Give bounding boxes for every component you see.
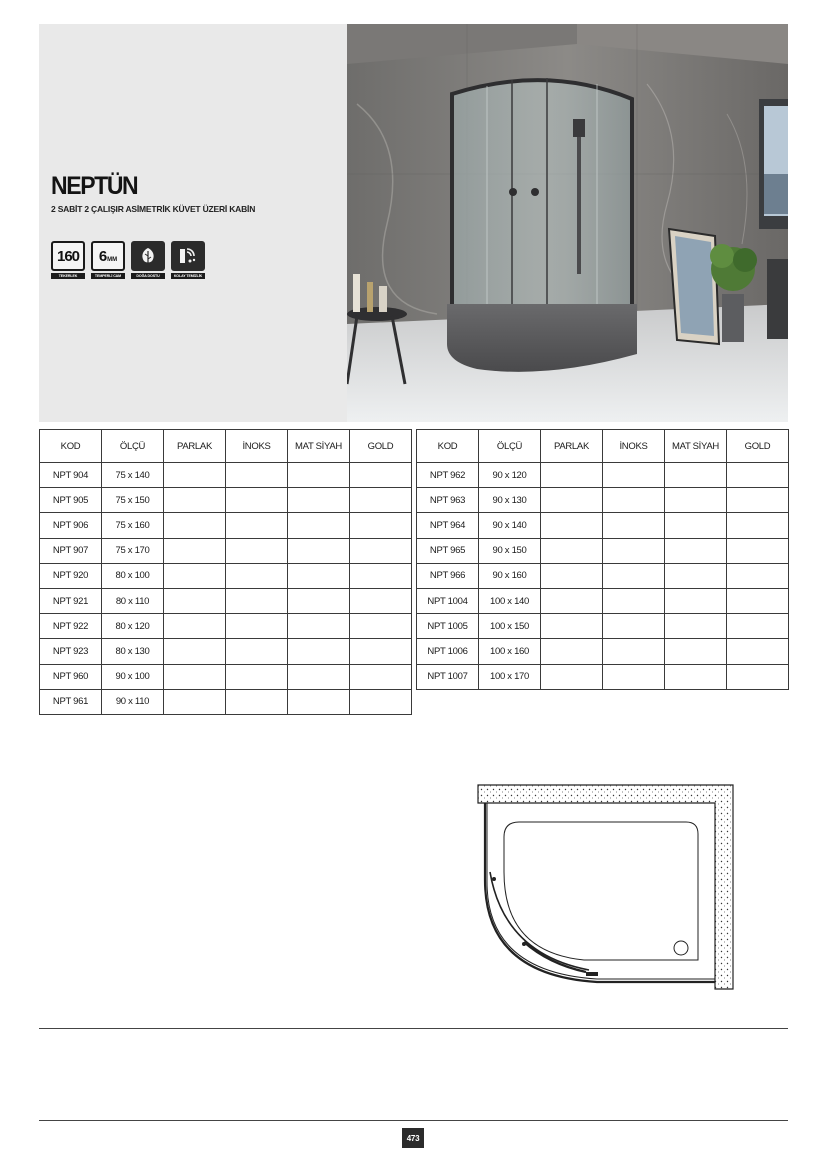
header-mat-siyah: MAT SİYAH <box>288 430 350 463</box>
cell-parlak <box>541 488 603 513</box>
cell-gold <box>727 463 789 488</box>
cell-olcu: 80 x 130 <box>102 639 164 664</box>
table-row <box>417 639 789 664</box>
table-row <box>40 639 412 664</box>
table-row <box>417 488 789 513</box>
header-olcu: ÖLÇÜ <box>479 430 541 463</box>
cell-inoks <box>603 463 665 488</box>
cell-parlak <box>164 538 226 563</box>
cell-parlak <box>164 463 226 488</box>
cell-gold <box>727 563 789 588</box>
header-olcu: ÖLÇÜ <box>102 430 164 463</box>
page-number: 473 <box>402 1128 424 1148</box>
badge-glass-label: TEMPERLİ CAM <box>91 273 125 279</box>
cell-gold <box>350 639 412 664</box>
cell-mat-siyah <box>665 614 727 639</box>
cell-mat-siyah <box>288 488 350 513</box>
cell-mat-siyah <box>288 538 350 563</box>
table-row <box>417 614 789 639</box>
header-gold: GOLD <box>727 430 789 463</box>
cell-inoks <box>226 463 288 488</box>
cell-inoks <box>603 538 665 563</box>
cell-inoks <box>226 538 288 563</box>
cell-kod: NPT 960 <box>40 664 102 689</box>
cell-gold <box>350 563 412 588</box>
header-inoks: İNOKS <box>603 430 665 463</box>
cell-kod: NPT 907 <box>40 538 102 563</box>
cell-kod: NPT 921 <box>40 588 102 613</box>
cabin-plan-diagram <box>474 782 736 992</box>
cell-gold <box>727 664 789 689</box>
cell-mat-siyah <box>288 639 350 664</box>
cell-mat-siyah <box>288 563 350 588</box>
product-photo <box>347 24 788 422</box>
table-row <box>417 664 789 689</box>
table-row <box>40 563 412 588</box>
cell-inoks <box>226 513 288 538</box>
cell-olcu: 100 x 170 <box>479 664 541 689</box>
cell-kod: NPT 961 <box>40 689 102 714</box>
header-kod: KOD <box>40 430 102 463</box>
cell-kod: NPT 1006 <box>417 639 479 664</box>
badge-glass-value: 6 <box>98 247 107 265</box>
cell-gold <box>350 588 412 613</box>
cell-mat-siyah <box>665 664 727 689</box>
cell-parlak <box>541 463 603 488</box>
cell-parlak <box>164 614 226 639</box>
badge-eco-label: DOĞA DOSTU <box>131 273 165 279</box>
model-table-right <box>416 429 789 690</box>
cell-mat-siyah <box>665 563 727 588</box>
product-title: NEPTÜN <box>51 172 138 200</box>
cell-kod: NPT 906 <box>40 513 102 538</box>
table-row <box>40 588 412 613</box>
cell-parlak <box>541 614 603 639</box>
cell-olcu: 90 x 110 <box>102 689 164 714</box>
cell-inoks <box>226 563 288 588</box>
table-row <box>40 463 412 488</box>
cell-olcu: 90 x 130 <box>479 488 541 513</box>
cell-kod: NPT 964 <box>417 513 479 538</box>
header-mat-siyah: MAT SİYAH <box>665 430 727 463</box>
cell-kod: NPT 923 <box>40 639 102 664</box>
cell-olcu: 90 x 100 <box>102 664 164 689</box>
cell-gold <box>727 588 789 613</box>
table-row <box>40 488 412 513</box>
cell-inoks <box>226 588 288 613</box>
cell-parlak <box>541 588 603 613</box>
cell-parlak <box>164 563 226 588</box>
cell-gold <box>727 538 789 563</box>
badge-glass <box>91 241 125 279</box>
cell-parlak <box>541 538 603 563</box>
cell-parlak <box>164 689 226 714</box>
cell-mat-siyah <box>288 689 350 714</box>
header-kod: KOD <box>417 430 479 463</box>
cell-parlak <box>541 563 603 588</box>
cell-gold <box>727 513 789 538</box>
cell-olcu: 80 x 100 <box>102 563 164 588</box>
tub-basin <box>504 822 698 960</box>
cell-parlak <box>164 639 226 664</box>
cell-gold <box>350 488 412 513</box>
cell-inoks <box>603 639 665 664</box>
cell-inoks <box>226 664 288 689</box>
cell-mat-siyah <box>665 463 727 488</box>
cell-olcu: 80 x 120 <box>102 614 164 639</box>
cell-gold <box>350 614 412 639</box>
table-row <box>40 664 412 689</box>
table-row <box>40 513 412 538</box>
table-row <box>417 513 789 538</box>
table-row <box>417 588 789 613</box>
cell-kod: NPT 963 <box>417 488 479 513</box>
cell-mat-siyah <box>288 664 350 689</box>
cell-gold <box>350 513 412 538</box>
cell-mat-siyah <box>288 463 350 488</box>
cell-mat-siyah <box>288 513 350 538</box>
cell-kod: NPT 904 <box>40 463 102 488</box>
eco-leaf-icon <box>138 246 158 266</box>
cell-mat-siyah <box>288 588 350 613</box>
table-row <box>417 563 789 588</box>
cell-olcu: 75 x 150 <box>102 488 164 513</box>
cell-olcu: 75 x 160 <box>102 513 164 538</box>
badge-wheels-label: TEKERLEK <box>51 273 85 279</box>
cell-mat-siyah <box>665 588 727 613</box>
model-table-left <box>39 429 412 715</box>
cell-olcu: 90 x 140 <box>479 513 541 538</box>
cell-parlak <box>164 513 226 538</box>
cell-kod: NPT 905 <box>40 488 102 513</box>
cell-gold <box>727 488 789 513</box>
header-inoks: İNOKS <box>226 430 288 463</box>
cell-mat-siyah <box>665 488 727 513</box>
header-gold: GOLD <box>350 430 412 463</box>
feature-badges <box>51 241 205 279</box>
cell-olcu: 100 x 160 <box>479 639 541 664</box>
hero-info-panel <box>39 24 347 422</box>
cell-kod: NPT 962 <box>417 463 479 488</box>
cell-inoks <box>603 488 665 513</box>
cell-olcu: 90 x 120 <box>479 463 541 488</box>
cell-mat-siyah <box>665 639 727 664</box>
cell-gold <box>727 639 789 664</box>
cell-olcu: 80 x 110 <box>102 588 164 613</box>
cell-kod: NPT 1004 <box>417 588 479 613</box>
cell-olcu: 75 x 170 <box>102 538 164 563</box>
cell-olcu: 100 x 140 <box>479 588 541 613</box>
cell-inoks <box>603 513 665 538</box>
cell-gold <box>727 614 789 639</box>
cell-mat-siyah <box>288 614 350 639</box>
badge-clean-label: KOLAY TEMİZLİK <box>171 273 205 279</box>
table-header-row <box>40 430 412 463</box>
cell-inoks <box>603 588 665 613</box>
cell-gold <box>350 538 412 563</box>
cell-mat-siyah <box>665 538 727 563</box>
cell-inoks <box>226 488 288 513</box>
cell-olcu: 100 x 150 <box>479 614 541 639</box>
footer-divider <box>39 1120 788 1121</box>
drain-icon <box>674 941 688 955</box>
cell-parlak <box>164 488 226 513</box>
cell-inoks <box>226 639 288 664</box>
cell-kod: NPT 922 <box>40 614 102 639</box>
header-parlak: PARLAK <box>164 430 226 463</box>
cell-mat-siyah <box>665 513 727 538</box>
cell-olcu: 75 x 140 <box>102 463 164 488</box>
cell-kod: NPT 965 <box>417 538 479 563</box>
shower-cabin-image <box>347 24 788 422</box>
table-row <box>417 538 789 563</box>
cell-olcu: 90 x 160 <box>479 563 541 588</box>
cell-gold <box>350 689 412 714</box>
product-subtitle: 2 SABİT 2 ÇALIŞIR ASİMETRİK KÜVET ÜZERİ KABİN <box>51 204 256 214</box>
header-parlak: PARLAK <box>541 430 603 463</box>
cell-inoks <box>603 563 665 588</box>
table-row <box>417 463 789 488</box>
cell-gold <box>350 664 412 689</box>
table-header-row <box>417 430 789 463</box>
cell-kod: NPT 920 <box>40 563 102 588</box>
cell-inoks <box>226 689 288 714</box>
cell-parlak <box>541 639 603 664</box>
cell-parlak <box>541 513 603 538</box>
table-row <box>40 614 412 639</box>
table-row <box>40 538 412 563</box>
cell-olcu: 90 x 150 <box>479 538 541 563</box>
cell-inoks <box>603 664 665 689</box>
cell-inoks <box>603 614 665 639</box>
divider-line <box>39 1028 788 1029</box>
cell-kod: NPT 1005 <box>417 614 479 639</box>
cell-kod: NPT 1007 <box>417 664 479 689</box>
badge-eco <box>131 241 165 279</box>
badge-glass-unit: MM <box>107 256 118 263</box>
water-repellent-icon <box>177 246 199 266</box>
cell-kod: NPT 966 <box>417 563 479 588</box>
cell-parlak <box>164 588 226 613</box>
badge-clean <box>171 241 205 279</box>
cell-gold <box>350 463 412 488</box>
cell-parlak <box>164 664 226 689</box>
badge-wheels-value: 160 <box>56 247 80 265</box>
cell-inoks <box>226 614 288 639</box>
badge-wheels <box>51 241 85 279</box>
table-row <box>40 689 412 714</box>
cell-parlak <box>541 664 603 689</box>
